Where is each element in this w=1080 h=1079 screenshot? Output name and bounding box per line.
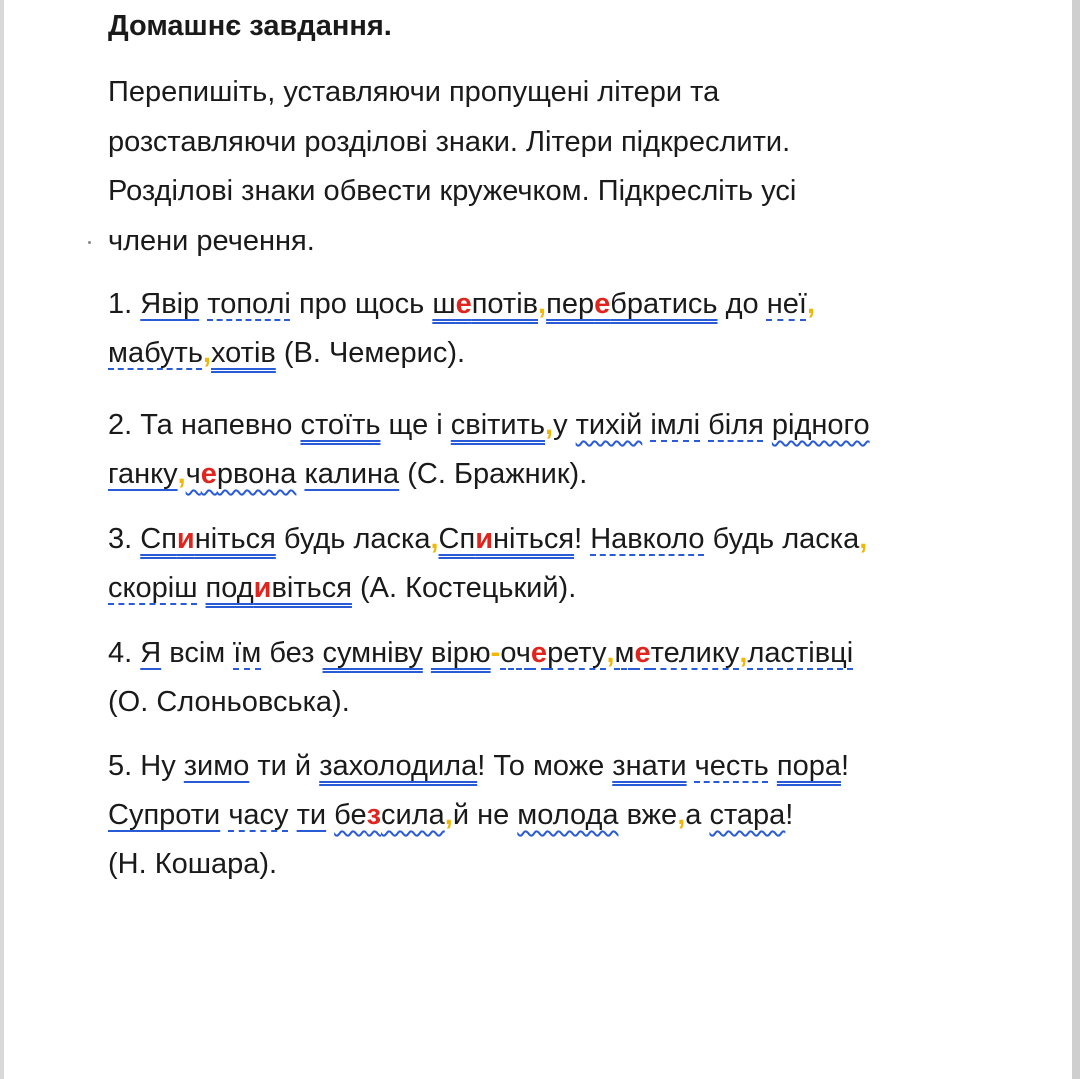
source-citation: (О. Слоньовська). [108, 686, 350, 718]
annotated-word: братись [610, 288, 718, 320]
annotated-word: вірю [430, 637, 491, 669]
annotated-word [432, 288, 538, 320]
plain-text: а [685, 799, 702, 831]
annotated-word: хотів [211, 337, 276, 369]
plain-text: ще і [388, 409, 443, 441]
annotated-word: стара [709, 799, 786, 831]
annotated-word: захолодила [319, 750, 478, 782]
source-citation: (Н. Кошара). [108, 848, 278, 880]
exercise-1 [108, 280, 815, 378]
plain-text: будь ласка [283, 523, 431, 555]
punctuation-mark: , [430, 523, 439, 555]
annotated-word: мабуть [108, 337, 203, 369]
punctuation-mark: , [606, 637, 615, 669]
inserted-letter: и [176, 523, 195, 555]
annotated-word [206, 572, 352, 604]
page-edge [1072, 0, 1080, 1079]
inserted-letter: е [634, 637, 651, 669]
punctuation-mark: , [677, 799, 686, 831]
plain-text: будь ласка [712, 523, 860, 555]
exercise-number: 3. [108, 523, 133, 555]
inserted-letter: е [594, 288, 611, 320]
plain-text: у [553, 409, 568, 441]
inserted-letter: и [475, 523, 494, 555]
exercise-line [108, 515, 867, 564]
annotated-word: сила [381, 799, 445, 831]
annotated-word: пора [776, 750, 841, 782]
annotated-word: неї [766, 288, 807, 320]
annotated-word: Навколо [590, 523, 705, 555]
annotated-word: м [614, 637, 635, 669]
plain-text: вже [626, 799, 678, 831]
punctuation-mark: , [538, 288, 547, 320]
annotated-word: часу [228, 799, 289, 831]
annotated-word: пер [546, 288, 595, 320]
annotated-word: віться [271, 572, 352, 604]
annotated-word: ти [296, 799, 327, 831]
annotated-word [500, 637, 606, 669]
annotated-word: ніться [194, 523, 276, 555]
annotated-word: світить [450, 409, 546, 441]
source-citation: (А. Костецький). [360, 572, 577, 604]
instruction-line: члени речення. [108, 224, 315, 257]
annotated-word: ластівці [747, 637, 854, 669]
exercise-3 [108, 515, 867, 613]
stray-dot [88, 241, 91, 244]
exercise-number: 5. [108, 750, 133, 782]
exercise-line [108, 401, 870, 450]
annotated-word: сумніву [322, 637, 423, 669]
instruction-line: Розділові знаки обвести кружечком. Підкресліть усі [108, 175, 797, 207]
plain-text: Та напевно [140, 409, 293, 441]
plain-text: до [725, 288, 759, 320]
plain-text: ! То може [477, 750, 605, 782]
annotated-word: Супроти [108, 799, 221, 831]
punctuation-mark: , [806, 288, 815, 320]
exercise-line [108, 329, 815, 378]
annotated-word [439, 523, 575, 555]
source-citation: (В. Чемерис). [283, 337, 466, 369]
exercise-5 [108, 742, 849, 889]
plain-text: ! [840, 750, 850, 782]
annotated-word: їм [233, 637, 262, 669]
punctuation-mark: , [545, 409, 554, 441]
annotated-word [615, 637, 740, 669]
annotated-word [334, 799, 445, 831]
inserted-letter: е [455, 288, 472, 320]
annotated-word: Сп [140, 523, 177, 555]
annotated-word: потів [471, 288, 539, 320]
exercise-line [108, 742, 849, 791]
exercise-number: 1. [108, 288, 133, 320]
instructions [108, 68, 796, 266]
punctuation-mark: , [739, 637, 748, 669]
annotated-word: ч [185, 458, 201, 490]
annotated-word: рвона [216, 458, 297, 490]
exercise-line [108, 450, 870, 499]
page-title: Домашнє завдання. [108, 10, 392, 42]
source-citation: (С. Бражник). [407, 458, 588, 490]
annotated-word: імлі [650, 409, 701, 441]
annotated-word: под [205, 572, 254, 604]
plain-text: ! [785, 799, 794, 831]
annotated-word [140, 523, 276, 555]
annotated-word: зимо [183, 750, 250, 782]
plain-text: ти й [257, 750, 312, 782]
plain-text: про щось [298, 288, 425, 320]
plain-text: всім [169, 637, 226, 669]
annotated-word: оч [500, 637, 531, 669]
punctuation-mark: , [859, 523, 868, 555]
annotated-word: Явір [140, 288, 200, 320]
punctuation-mark: , [177, 458, 186, 490]
exercise-line [108, 280, 815, 329]
annotated-word: ш [432, 288, 456, 320]
plain-text: ! [574, 523, 583, 555]
annotated-word: Я [140, 637, 162, 669]
document-page [4, 0, 1072, 1079]
annotated-word: Сп [438, 523, 476, 555]
annotated-word: біля [708, 409, 764, 441]
annotated-word: рету [547, 637, 607, 669]
annotated-word: стоїть [300, 409, 381, 441]
annotated-word: телику [650, 637, 740, 669]
annotated-word: тихій [575, 409, 643, 441]
annotated-word: ніться [493, 523, 575, 555]
annotated-word: ганку [108, 458, 178, 490]
inserted-letter: и [253, 572, 272, 604]
annotated-word: молода [517, 799, 619, 831]
annotated-word: честь [694, 750, 769, 782]
inserted-letter: е [200, 458, 217, 490]
exercise-2 [108, 401, 870, 499]
exercise-line [108, 791, 849, 840]
exercise-line [108, 629, 853, 678]
exercise-4 [108, 629, 853, 727]
annotated-word: бе [334, 799, 367, 831]
plain-text: й не [452, 799, 510, 831]
exercise-line [108, 564, 867, 613]
plain-text: без [269, 637, 315, 669]
inserted-letter: е [530, 637, 548, 669]
exercise-number: 2. [108, 409, 133, 441]
annotated-word: рідного [771, 409, 870, 441]
annotated-word: тополі [207, 288, 291, 320]
annotated-word: калина [304, 458, 400, 490]
annotated-word: знати [612, 750, 687, 782]
punctuation-mark: , [444, 799, 453, 831]
annotated-word: скоріш [108, 572, 198, 604]
annotated-word [186, 458, 297, 490]
punctuation-mark: , [202, 337, 211, 369]
exercise-number: 4. [108, 637, 133, 669]
instruction-line: розставляючи розділові знаки. Літери підкреслити. [108, 125, 791, 158]
instruction-line: Перепишіть, уставляючи пропущені літери та [108, 76, 720, 108]
punctuation-mark: - [490, 637, 501, 669]
annotated-word [546, 288, 717, 320]
plain-text: Ну [140, 750, 176, 782]
inserted-letter: з [366, 799, 382, 831]
